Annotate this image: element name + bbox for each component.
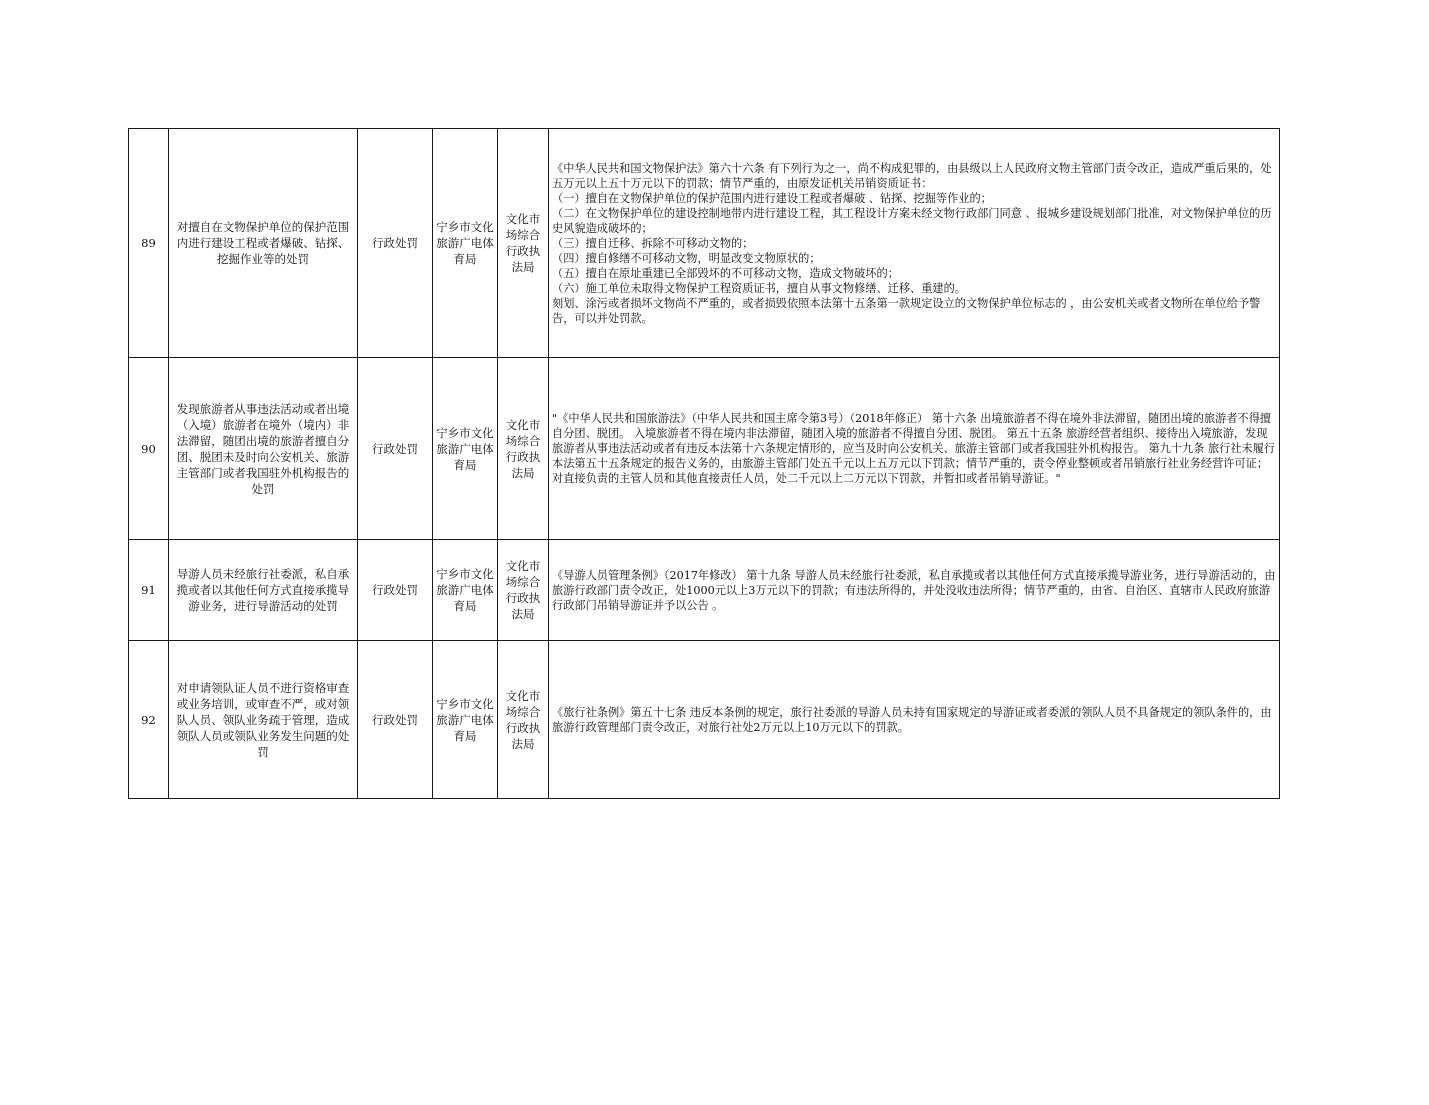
table-row bbox=[129, 358, 1280, 540]
legal-basis-line: 《中华人民共和国文物保护法》第六十六条 有下列行为之一，尚不构成犯罪的，由县级以上人民政府文物主管部门责令改正，造成严重后果的，处五万元以上五十万元以下的罚款；情节严重的，由原发证机关吊销资质证书： bbox=[552, 161, 1272, 190]
legal-basis-line: （五）擅自在原址重建已全部毁坏的不可移动文物，造成文物破坏的； bbox=[552, 266, 899, 280]
legal-basis bbox=[549, 129, 1280, 358]
legal-basis bbox=[549, 641, 1280, 799]
row-number: 89 bbox=[129, 129, 169, 358]
action-type: 行政处罚 bbox=[358, 358, 433, 540]
table-row bbox=[129, 129, 1280, 358]
legal-basis bbox=[549, 540, 1280, 641]
item-name: 对申请领队证人员不进行资格审查或业务培训，或审查不严，或对领队人员、领队业务疏于管理，造成领队人员或领队业务发生问题的处罚 bbox=[169, 641, 358, 799]
enforcement-agency: 文化市场综合行政执法局 bbox=[498, 129, 549, 358]
row-number: 90 bbox=[129, 358, 169, 540]
item-name: 导游人员未经旅行社委派，私自承揽或者以其他任何方式直接承揽导游业务，进行导游活动的处罚 bbox=[169, 540, 358, 641]
responsible-department: 宁乡市文化旅游广电体育局 bbox=[433, 129, 498, 358]
enforcement-agency: 文化市场综合行政执法局 bbox=[498, 358, 549, 540]
responsible-department: 宁乡市文化旅游广电体育局 bbox=[433, 641, 498, 799]
item-name: 发现旅游者从事违法活动或者出境（入境）旅游者在境外（境内）非法滞留，随团出境的旅游者擅自分团、脱团未及时向公安机关、旅游主管部门或者我国驻外机构报告的处罚 bbox=[169, 358, 358, 540]
responsible-department: 宁乡市文化旅游广电体育局 bbox=[433, 358, 498, 540]
penalty-table bbox=[128, 128, 1280, 799]
action-type: 行政处罚 bbox=[358, 540, 433, 641]
legal-basis-line: 《导游人员管理条例》（2017年修改） 第十九条 导游人员未经旅行社委派，私自承揽或者以其他任何方式直接承揽导游业务，进行导游活动的，由旅游行政部门责令改正，处1000元以上3万元以下的罚款；有违法所得的，并处没收违法所得；情节严重的，由省、自治区、直辖市人民政府旅游行政部门吊销导游证并予以公告 。 bbox=[552, 568, 1276, 612]
legal-basis bbox=[549, 358, 1280, 540]
legal-basis-line: （一）擅自在文物保护单位的保护范围内进行建设工程或者爆破 、钻探、挖掘等作业的； bbox=[552, 191, 992, 205]
legal-basis-line: （四）擅自修缮不可移动文物，明显改变文物原状的； bbox=[552, 251, 821, 265]
row-number: 91 bbox=[129, 540, 169, 641]
legal-basis-line: （六）施工单位未取得文物保护工程资质证书，擅自从事文物修缮、迁移、重建的。 bbox=[552, 281, 966, 295]
enforcement-agency: 文化市场综合行政执法局 bbox=[498, 641, 549, 799]
legal-basis-line: "《中华人民共和国旅游法》（中华人民共和国主席令第3号）（2018年修正） 第十六条 出境旅游者不得在境外非法滞留，随团出境的旅游者不得擅自分团、脱团。 入境旅游者不得在境内非法滞留，随团入境的旅游者不得擅自分团、脱团。 第五十五条 旅游经营者组织、接待出入境旅游，发现旅游者从事违法活动或者有违反本法第十六条规定情形的，应当及时向公安机关、旅游主管部门或者我国驻外机构报告。 第九十九条 旅行社未履行本法第五十五条规定的报告义务的，由旅游主管部门处五千元以上五万元以下罚款；情节严重的，责令停业整顿或者吊销旅行社业务经营许可证；对直接负责的主管人员和其他直接责任人员，处二千元以上二万元以下罚款，并暂扣或者吊销导游证。" bbox=[552, 412, 1276, 485]
legal-basis-line: （二）在文物保护单位的建设控制地带内进行建设工程，其工程设计方案未经文物行政部门同意 、报城乡建设规划部门批准，对文物保护单位的历史风貌造成破坏的； bbox=[552, 206, 1272, 235]
item-name: 对擅自在文物保护单位的保护范围内进行建设工程或者爆破、钻探、挖掘作业等的处罚 bbox=[169, 129, 358, 358]
legal-basis-line: 《旅行社条例》第五十七条 违反本条例的规定，旅行社委派的导游人员未持有国家规定的导游证或者委派的领队人员不具备规定的领队条件的，由旅游行政管理部门责令改正，对旅行社处2万元以上10万元以下的罚款。 bbox=[552, 705, 1272, 734]
row-number: 92 bbox=[129, 641, 169, 799]
table-row bbox=[129, 540, 1280, 641]
legal-basis-line: 刻划、涂污或者损坏文物尚不严重的，或者损毁依照本法第十五条第一款规定设立的文物保护单位标志的 ，由公安机关或者文物所在单位给予警告，可以并处罚款。 bbox=[552, 296, 1261, 325]
legal-basis-line: （三）擅自迁移、拆除不可移动文物的； bbox=[552, 236, 754, 250]
responsible-department: 宁乡市文化旅游广电体育局 bbox=[433, 540, 498, 641]
action-type: 行政处罚 bbox=[358, 129, 433, 358]
enforcement-agency: 文化市场综合行政执法局 bbox=[498, 540, 549, 641]
action-type: 行政处罚 bbox=[358, 641, 433, 799]
table-row bbox=[129, 641, 1280, 799]
